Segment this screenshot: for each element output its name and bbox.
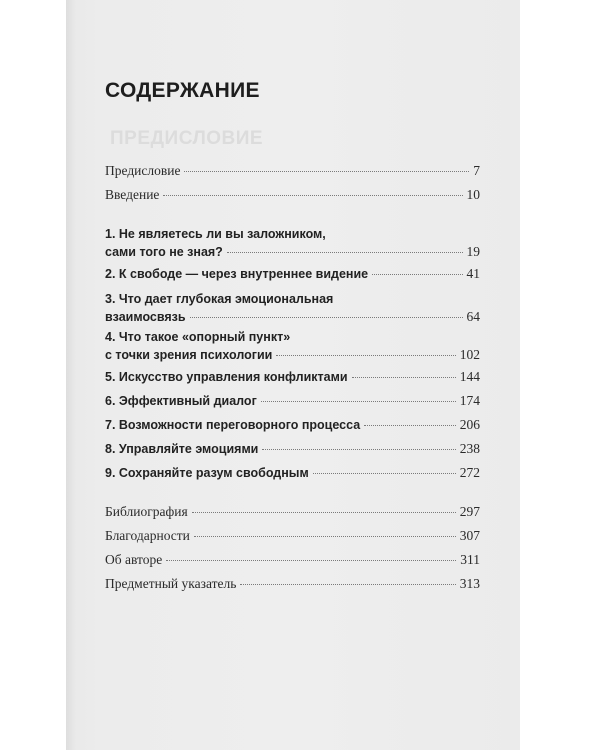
toc-entry-chapter-5 xyxy=(105,368,480,386)
dot-leader xyxy=(276,355,455,356)
toc-entry-page: 10 xyxy=(466,187,480,202)
show-through-heading: ПРЕДИСЛОВИЕ xyxy=(110,128,264,149)
toc-entry-label: 5. Искусство управления конфликтами xyxy=(105,370,348,384)
dot-leader xyxy=(372,274,462,275)
toc-entry-back-1 xyxy=(105,503,480,521)
toc-entry-first-line: 4. Что такое «опорный пункт» xyxy=(105,330,291,344)
toc-entry-label: взаимосвязь xyxy=(105,310,186,324)
toc-entry-label: 9. Сохраняйте разум свободным xyxy=(105,466,309,480)
toc-entry-chapter-9 xyxy=(105,464,480,482)
dot-leader xyxy=(227,252,463,253)
dot-leader xyxy=(190,317,463,318)
dot-leader xyxy=(352,377,456,378)
dot-leader xyxy=(313,473,456,474)
toc-entry-chapter-3 xyxy=(105,290,480,326)
toc-entry-back-2 xyxy=(105,527,480,545)
toc-entry-back-3 xyxy=(105,551,480,569)
toc-title: СОДЕРЖАНИЕ xyxy=(105,79,260,102)
dot-leader xyxy=(240,584,455,585)
toc-entry-chapter-4 xyxy=(105,328,480,364)
toc-entry-page: 272 xyxy=(459,465,480,480)
toc-entry-label: Предисловие xyxy=(105,163,181,178)
dot-leader xyxy=(194,536,456,537)
toc-entry-page: 311 xyxy=(460,552,480,567)
toc-entry-page: 174 xyxy=(459,393,480,408)
toc-entry-label: Библиография xyxy=(105,504,188,519)
toc-entry-page: 313 xyxy=(459,576,480,591)
toc-entry-page: 19 xyxy=(466,244,480,259)
toc-entry-label: 6. Эффективный диалог xyxy=(105,394,257,408)
toc-entry-chapter-6 xyxy=(105,392,480,410)
toc-entry-label: 8. Управляйте эмоциями xyxy=(105,442,259,456)
toc-entry-label: 7. Возможности переговорного процесса xyxy=(105,418,361,432)
toc-entry-chapter-1 xyxy=(105,225,480,261)
toc-entry-back-4 xyxy=(105,575,480,593)
toc-entry-page: 64 xyxy=(466,309,480,324)
toc-entry-first-line: 3. Что дает глубокая эмоциональная xyxy=(105,292,334,306)
dot-leader xyxy=(192,512,456,513)
toc-entry-chapter-7 xyxy=(105,416,480,434)
toc-entry-page: 41 xyxy=(466,266,480,281)
toc-entry-label: с точки зрения психологии xyxy=(105,348,273,362)
toc-entry-label: Благодарности xyxy=(105,528,190,543)
toc-entry-page: 144 xyxy=(459,369,480,384)
toc-entry-page: 7 xyxy=(473,163,480,178)
toc-entry-page: 297 xyxy=(459,504,480,519)
toc-entry-page: 102 xyxy=(459,347,480,362)
dot-leader xyxy=(184,171,469,172)
toc-entry-label: сами того не зная? xyxy=(105,245,223,259)
dot-leader xyxy=(364,425,456,426)
dot-leader xyxy=(262,449,455,450)
toc-entry-label: Предметный указатель xyxy=(105,576,237,591)
toc-entry-label: Введение xyxy=(105,187,160,202)
toc-entry-front-2 xyxy=(105,186,480,204)
toc-entry-chapter-2 xyxy=(105,265,480,283)
toc-entry-page: 206 xyxy=(459,417,480,432)
dot-leader xyxy=(261,401,456,402)
toc-entry-label: Об авторе xyxy=(105,552,163,567)
toc-entry-page: 238 xyxy=(459,441,480,456)
toc-entry-front-1 xyxy=(105,162,480,180)
toc-entry-label: 2. К свободе — через внутреннее видение xyxy=(105,267,369,281)
toc-entry-chapter-8 xyxy=(105,440,480,458)
dot-leader xyxy=(166,560,456,561)
toc-entry-first-line: 1. Не являетесь ли вы заложником, xyxy=(105,227,326,241)
toc-entry-page: 307 xyxy=(459,528,480,543)
dot-leader xyxy=(163,195,462,196)
